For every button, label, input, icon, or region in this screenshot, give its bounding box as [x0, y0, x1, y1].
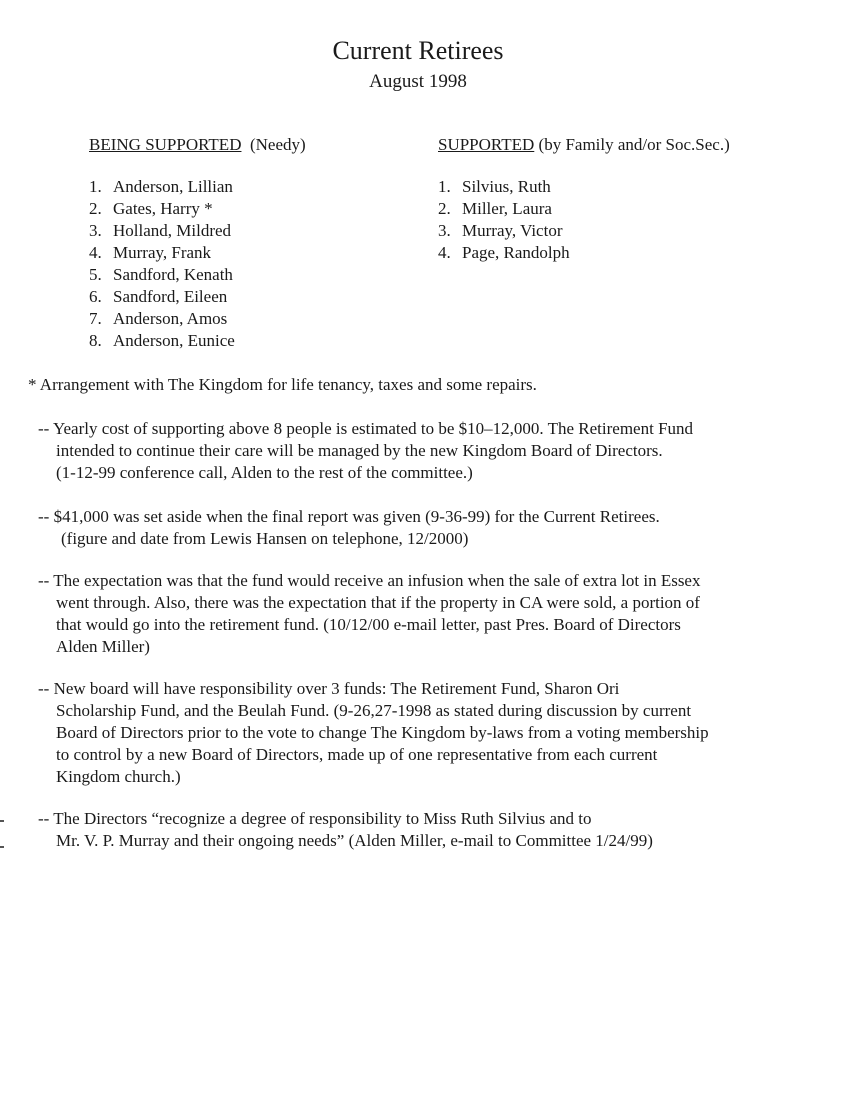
item-number: 3.	[89, 221, 102, 240]
list-item	[89, 286, 235, 308]
list-item	[89, 242, 235, 264]
item-number: 1.	[89, 177, 102, 196]
left-heading-qualifier: (Needy)	[249, 135, 306, 154]
item-name: Silvius, Ruth	[462, 177, 551, 196]
item-number: 7.	[89, 309, 102, 328]
item-name: Holland, Mildred	[113, 221, 232, 240]
paragraph-set-aside	[38, 506, 828, 550]
paragraph-line: Kingdom church.)	[56, 767, 181, 786]
list-item	[438, 198, 570, 220]
item-name: Gates, Harry *	[113, 199, 213, 218]
page-date: August 1998	[369, 71, 467, 92]
paragraph-line: Scholarship Fund, and the Beulah Fund. (9-26,27-1998 as stated during discussion by current	[56, 701, 692, 720]
item-name: Miller, Laura	[462, 199, 552, 218]
item-number: 2.	[438, 199, 451, 218]
paragraph-line: Mr. V. P. Murray and their ongoing needs” (Alden Miller, e-mail to Committee 1/24/99)	[56, 831, 653, 850]
item-name: Anderson, Amos	[113, 309, 228, 328]
paragraph-line: -- Yearly cost of supporting above 8 people is estimated to be $10–12,000. The Retirement Fund	[38, 419, 694, 438]
item-number: 4.	[89, 243, 102, 262]
list-item	[89, 308, 235, 330]
paragraph-line: went through. Also, there was the expectation that if the property in CA were sold, a portion of	[56, 593, 700, 612]
list-item	[438, 176, 570, 198]
paragraph-line: (1-12-99 conference call, Alden to the rest of the committee.)	[56, 463, 473, 482]
list-item	[89, 176, 235, 198]
scan-mark	[0, 846, 4, 848]
list-item	[438, 242, 570, 264]
left-heading-label: BEING SUPPORTED	[89, 135, 242, 154]
paragraph-yearly-cost	[38, 418, 828, 484]
footnote-text: * Arrangement with The Kingdom for life tenancy, taxes and some repairs.	[28, 375, 537, 394]
paragraph-expectation	[38, 570, 828, 658]
item-name: Murray, Victor	[462, 221, 563, 240]
item-number: 4.	[438, 243, 451, 262]
list-item	[89, 220, 235, 242]
paragraph-line: (figure and date from Lewis Hansen on telephone, 12/2000)	[61, 529, 469, 548]
right-column-heading	[438, 134, 730, 156]
paragraph-directors	[38, 808, 828, 852]
item-number: 3.	[438, 221, 451, 240]
paragraph-line: that would go into the retirement fund. (10/12/00 e-mail letter, past Pres. Board of Directors	[56, 615, 681, 634]
item-number: 6.	[89, 287, 102, 306]
paragraph-line: to control by a new Board of Directors, made up of one representative from each current	[56, 745, 658, 764]
paragraph-line: Board of Directors prior to the vote to change The Kingdom by-laws from a voting membership	[56, 723, 709, 742]
page-title: Current Retirees	[332, 36, 504, 65]
right-heading-qualifier: (by Family and/or Soc.Sec.)	[538, 135, 730, 154]
list-item	[89, 264, 235, 286]
right-heading-label: SUPPORTED	[438, 135, 535, 154]
paragraph-line: -- The expectation was that the fund would receive an infusion when the sale of extra lot in Essex	[38, 571, 701, 590]
item-number: 5.	[89, 265, 102, 284]
item-name: Sandford, Eileen	[113, 287, 228, 306]
item-name: Anderson, Eunice	[113, 331, 235, 350]
list-item	[89, 330, 235, 352]
left-column-heading	[89, 134, 306, 156]
paragraph-line: Alden Miller)	[56, 637, 150, 656]
item-number: 1.	[438, 177, 451, 196]
item-name: Page, Randolph	[462, 243, 570, 262]
item-name: Sandford, Kenath	[113, 265, 233, 284]
paragraph-line: -- The Directors “recognize a degree of responsibility to Miss Ruth Silvius and to	[38, 809, 592, 828]
item-number: 8.	[89, 331, 102, 350]
paragraph-line: -- $41,000 was set aside when the final report was given (9-36-99) for the Current Retirees.	[38, 507, 660, 526]
list-item	[89, 198, 235, 220]
scan-mark	[0, 820, 4, 822]
item-name: Anderson, Lillian	[113, 177, 233, 196]
needy-retirees-list	[89, 176, 235, 352]
paragraph-line: intended to continue their care will be managed by the new Kingdom Board of Directors.	[56, 441, 663, 460]
paragraph-new-board	[38, 678, 828, 788]
supported-retirees-list	[438, 176, 570, 264]
item-name: Murray, Frank	[113, 243, 212, 262]
item-number: 2.	[89, 199, 102, 218]
paragraph-line: -- New board will have responsibility over 3 funds: The Retirement Fund, Sharon Ori	[38, 679, 620, 698]
footnote	[28, 374, 818, 396]
list-item	[438, 220, 570, 242]
